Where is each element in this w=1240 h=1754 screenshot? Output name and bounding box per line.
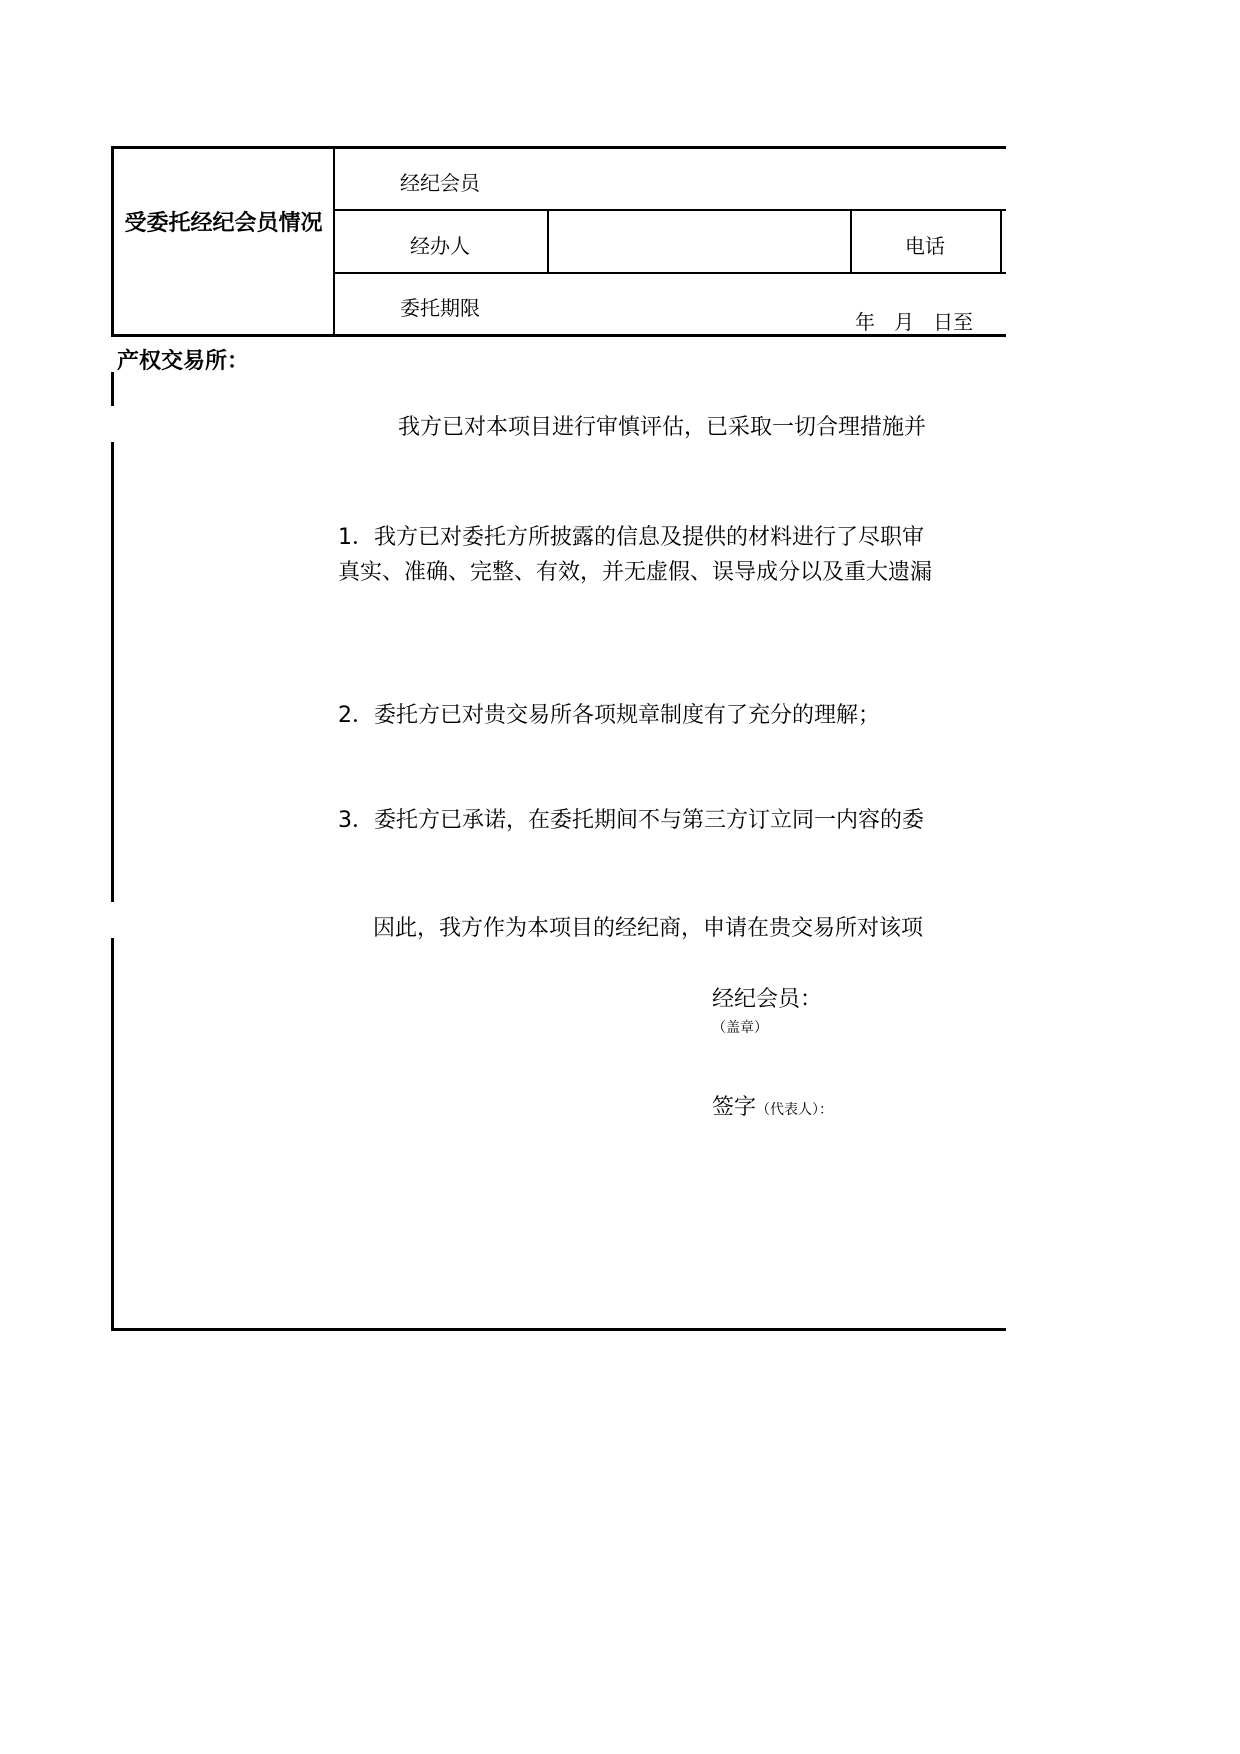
table-border-top xyxy=(111,146,1006,149)
item-1-line-1: 1．我方已对委托方所披露的信息及提供的材料进行了尽职审 xyxy=(338,525,924,550)
member-label: 经纪会员 xyxy=(400,171,480,195)
table-col-divider-handler xyxy=(547,209,549,273)
sign-label: 签字 xyxy=(712,1095,757,1120)
body-border-left-2 xyxy=(111,442,114,902)
item-3: 3．委托方已承诺，在委托期间不与第三方订立同一内容的委 xyxy=(338,808,924,833)
body-border-left-3 xyxy=(111,938,114,1331)
handler-label: 经办人 xyxy=(410,234,470,258)
period-label: 委托期限 xyxy=(400,296,480,320)
table-divider-section xyxy=(333,146,335,337)
seal-note: （盖章） xyxy=(712,1020,768,1036)
table-row-divider-1 xyxy=(333,209,1006,211)
item-2: 2．委托方已对贵交易所各项规章制度有了充分的理解； xyxy=(338,703,880,728)
table-row-divider-2 xyxy=(333,272,1006,274)
table-col-divider-phone-value xyxy=(1000,209,1002,273)
addressee: 产权交易所： xyxy=(117,349,250,374)
member-section-title: 受委托经纪会员情况 xyxy=(124,211,323,236)
period-value: 年 月 日至 xyxy=(855,310,974,334)
table-col-divider-phone xyxy=(850,209,852,273)
phone-label: 电话 xyxy=(905,234,945,258)
body-border-bottom xyxy=(111,1328,1006,1331)
intro-paragraph: 我方已对本项目进行审慎评估，已采取一切合理措施并 xyxy=(398,415,927,440)
conclusion-paragraph: 因此，我方作为本项目的经纪商，申请在贵交易所对该项 xyxy=(373,916,924,941)
sign-note: （代表人）： xyxy=(756,1102,834,1118)
body-border-left-1 xyxy=(111,372,114,406)
signature-line xyxy=(712,1090,833,1121)
item-1-line-2: 真实、准确、完整、有效，并无虚假、误导成分以及重大遗漏 xyxy=(338,560,933,585)
signature-member-label: 经纪会员： xyxy=(712,987,823,1012)
table-border-left xyxy=(111,146,114,337)
